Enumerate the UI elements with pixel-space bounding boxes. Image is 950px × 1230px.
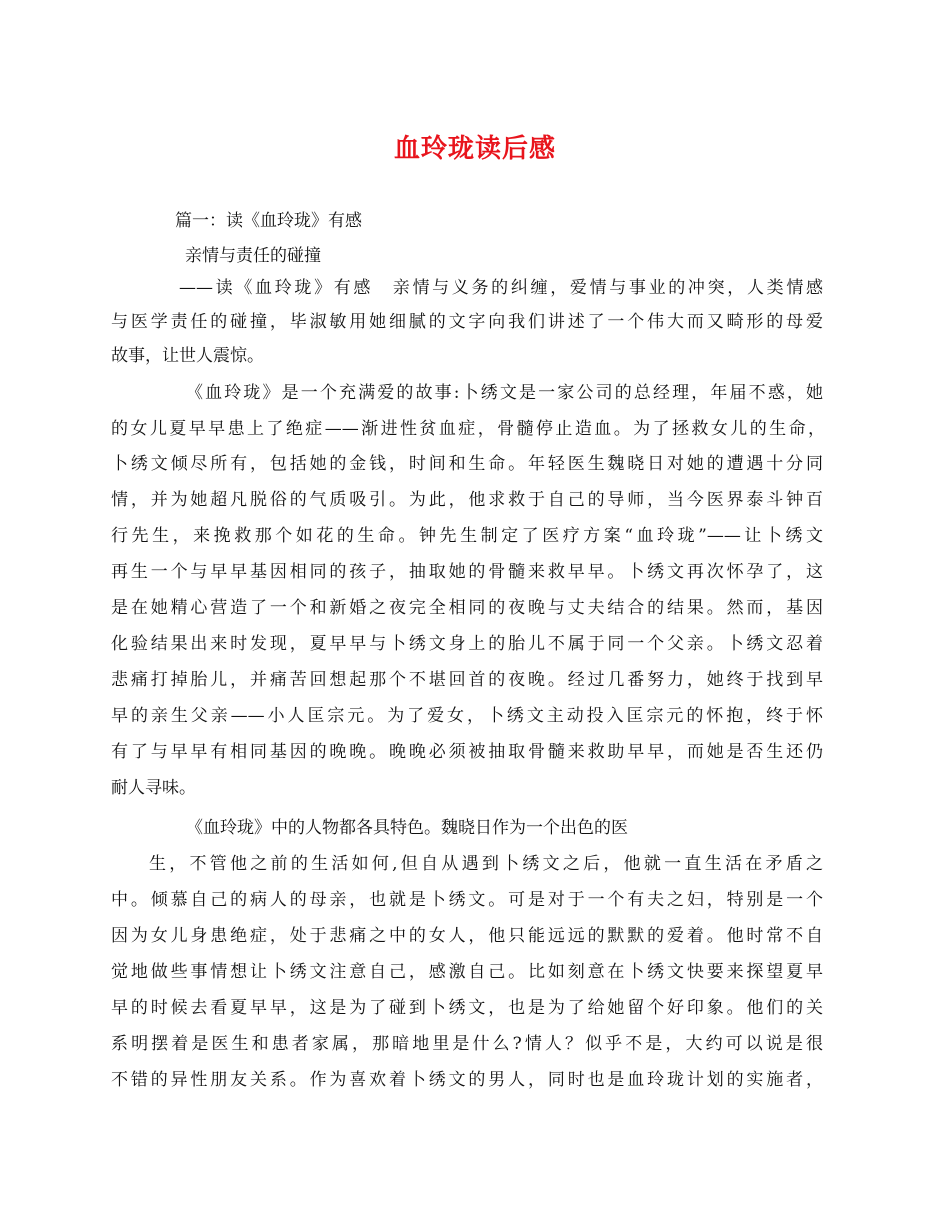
paragraph-line: 卜绣文倾尽所有，包括她的金钱，时间和生命。年轻医生魏晓日对她的遭遇十分同: [111, 454, 823, 474]
paragraph-line: 与医学责任的碰撞，毕淑敏用她细腻的文字向我们讲述了一个伟大而又畸形的母爱: [111, 312, 823, 332]
paragraph-line: 化验结果出来时发现，夏早早与卜绣文身上的胎儿不属于同一个父亲。卜绣文忍着: [111, 634, 823, 654]
paragraph-line: 中。倾慕自己的病人的母亲，也就是卜绣文。可是对于一个有夫之妇，特别是一个: [111, 890, 823, 910]
paragraph-line: 悲痛打掉胎儿，并痛苦回想起那个不堪回首的夜晚。经过几番努力，她终于找到早: [111, 670, 823, 690]
paragraph-line: 故事，让世人震惊。: [111, 346, 264, 366]
paragraph-line: 有了与早早有相同基因的晚晚。晚晚必须被抽取骨髓来救助早早，而她是否生还仍: [111, 742, 823, 762]
paragraph-line: 系明摆着是医生和患者家属，那暗地里是什么?情人？似乎不是，大约可以说是很: [111, 1034, 823, 1054]
section-heading: 篇一：读《血玲珑》有感: [175, 211, 362, 231]
paragraph-line: 《血玲珑》是一个充满爱的故事:卜绣文是一家公司的总经理，年届不惑，她: [186, 383, 823, 403]
paragraph-line: 不错的异性朋友关系。作为喜欢着卜绣文的男人，同时也是血玲珑计划的实施者，: [111, 1070, 823, 1090]
paragraph-line: 行先生，来挽救那个如花的生命。钟先生制定了医疗方案“血玲珑”——让卜绣文: [111, 526, 823, 546]
paragraph-line: 因为女儿身患绝症，处于悲痛之中的女人，他只能远远的默默的爱着。他时常不自: [111, 926, 823, 946]
subtitle-line: 亲情与责任的碰撞: [185, 246, 321, 266]
paragraph-line: 早的亲生父亲——小人匡宗元。为了爱女，卜绣文主动投入匡宗元的怀抱，终于怀: [111, 706, 823, 726]
paragraph-line: 情，并为她超凡脱俗的气质吸引。为此，他求救于自己的导师，当今医界泰斗钟百: [111, 490, 823, 510]
paragraph-line: 耐人寻味。: [111, 778, 196, 798]
paragraph-line: 觉地做些事情想让卜绣文注意自己，感激自己。比如刻意在卜绣文快要来探望夏早: [111, 962, 823, 982]
paragraph-line: 再生一个与早早基因相同的孩子，抽取她的骨髓来救早早。卜绣文再次怀孕了，这: [111, 562, 823, 582]
paragraph-line: 生，不管他之前的生活如何,但自从遇到卜绣文之后，他就一直生活在矛盾之: [149, 854, 823, 874]
document-title: 血玲珑读后感: [393, 134, 556, 164]
paragraph-line: 早的时候去看夏早早，这是为了碰到卜绣文，也是为了给她留个好印象。他们的关: [111, 998, 823, 1018]
paragraph-line: 《血玲珑》中的人物都各具特色。魏晓日作为一个出色的医: [186, 818, 628, 838]
paragraph-line: 的女儿夏早早患上了绝症——渐进性贫血症，骨髓停止造血。为了拯救女儿的生命，: [111, 419, 825, 439]
paragraph-line: ——读《血玲珑》有感 亲情与义务的纠缠，爱情与事业的冲突，人类情感: [179, 278, 823, 298]
paragraph-line: 是在她精心营造了一个和新婚之夜完全相同的夜晚与丈夫结合的结果。然而，基因: [111, 598, 823, 618]
